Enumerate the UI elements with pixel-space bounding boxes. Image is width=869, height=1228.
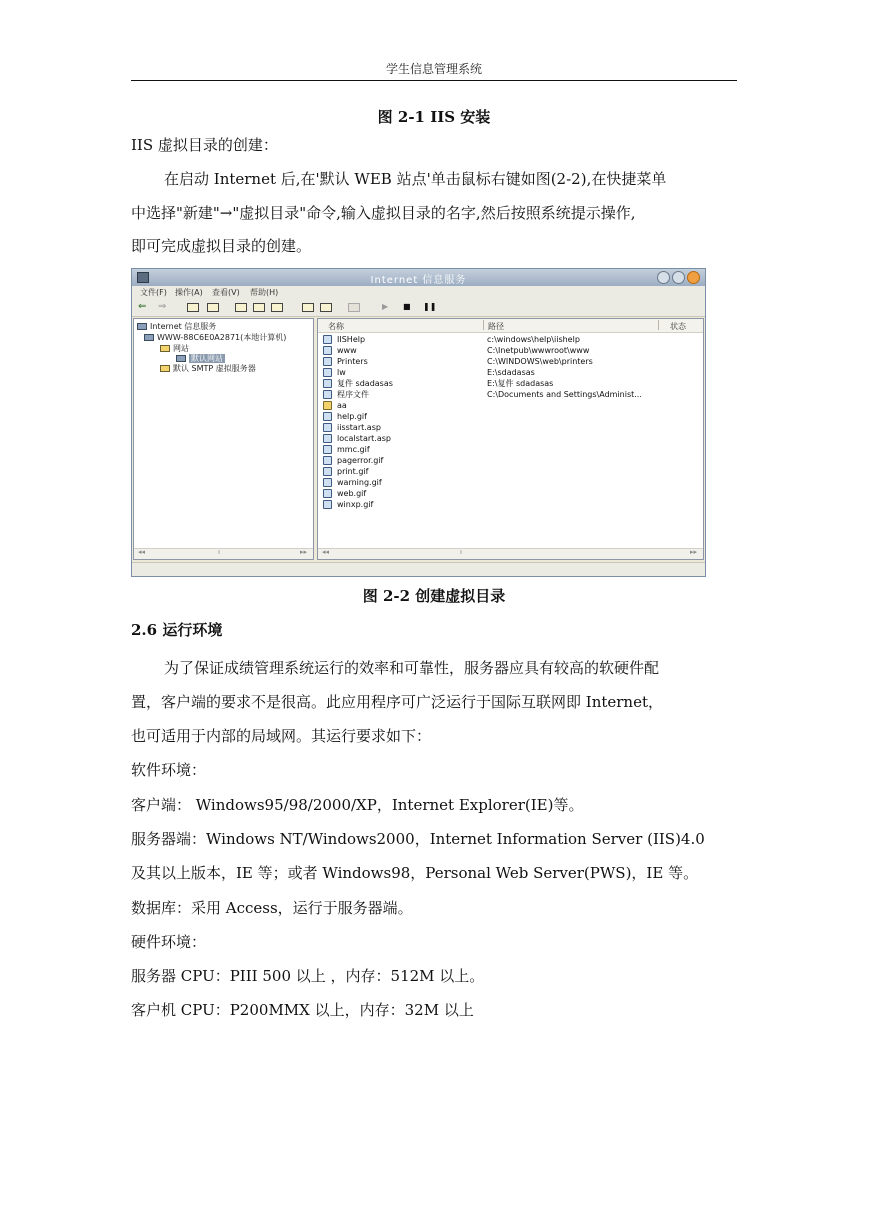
item-path: c:\windows\help\iishelp: [487, 335, 580, 344]
item-name: localstart.asp: [337, 434, 391, 443]
list-item[interactable]: [318, 422, 703, 433]
item-path: C:\WINDOWS\web\printers: [487, 357, 593, 366]
column-separator: [658, 320, 659, 330]
section-2-6-heading: 2.6 运行环境: [131, 621, 223, 639]
tree-root: Internet 信息服务: [137, 321, 216, 332]
running-header: 学生信息管理系统: [385, 62, 482, 76]
folder-icon: [323, 401, 332, 410]
smtp-icon: [160, 365, 170, 372]
back-arrow-icon: ⇐: [138, 301, 147, 312]
column-path: 路径: [488, 322, 504, 331]
figure-2-2-caption: 图 2-2 创建虚拟目录: [362, 587, 506, 605]
menu-action: 操作(A): [175, 288, 203, 297]
list-item[interactable]: [318, 378, 703, 389]
minimize-icon: [657, 271, 670, 284]
globe-folder-icon: [323, 346, 332, 355]
list-item[interactable]: [318, 356, 703, 367]
item-path: E:\sdadasas: [487, 368, 535, 377]
properties-icon: [235, 303, 247, 312]
list-item[interactable]: [318, 444, 703, 455]
tree-websites: 网站: [160, 343, 189, 354]
vdir-heading: IIS 虚拟目录的创建：: [131, 136, 278, 154]
maximize-icon: [672, 271, 685, 284]
item-name: Printers: [337, 357, 368, 366]
menu-help: 帮助(H): [250, 288, 279, 297]
disabled-icon: [348, 303, 360, 312]
menu-file: 文件(F): [140, 288, 167, 297]
server-software-line-1: 服务器端：Windows NT/Windows2000，Internet Information Server (IIS)4.0: [131, 830, 705, 848]
pause-icon: ❚❚: [423, 302, 437, 311]
refresh-icon: [253, 303, 265, 312]
list-item[interactable]: [318, 334, 703, 345]
website-icon: [176, 355, 186, 362]
env-para-line-3: 也可适用于内部的局域网。其运行要求如下：: [131, 727, 432, 745]
help-icon: [302, 303, 314, 312]
tree-scrollbar: ◂◂ ı ▸▸: [134, 548, 313, 559]
hardware-label: 硬件环境：: [131, 933, 207, 951]
item-name: help.gif: [337, 412, 367, 421]
forward-arrow-icon: ⇒: [158, 301, 167, 312]
computer-icon: [144, 334, 154, 341]
file-icon: [323, 412, 332, 421]
play-icon: ▶: [382, 302, 389, 311]
list-item[interactable]: [318, 345, 703, 356]
file-icon: [323, 456, 332, 465]
list-item[interactable]: [318, 499, 703, 510]
stop-icon: ■: [403, 302, 411, 311]
vdir-para-line-1: 在启动 Internet 后,在'默认 WEB 站点'单击鼠标右键如图(2-2),在快捷菜单: [164, 170, 667, 188]
iis-icon: [137, 323, 147, 330]
vdir-para-line-3: 即可完成虚拟目录的创建。: [131, 237, 312, 255]
client-software: 客户端： Windows95/98/2000/XP，Internet Explorer(IE)等。: [131, 796, 584, 814]
close-icon: [687, 271, 700, 284]
list-item[interactable]: [318, 411, 703, 422]
tree-smtp: 默认 SMTP 虚拟服务器: [160, 363, 256, 374]
client-hardware: 客户机 CPU：P200MMX 以上，内存：32M 以上: [131, 1001, 474, 1019]
up-folder-icon: [187, 303, 199, 312]
item-name: warning.gif: [337, 478, 382, 487]
vdir-para-line-2: 中选择"新建"→"虚拟目录"命令,输入虚拟目录的名字,然后按照系统提示操作,: [131, 204, 636, 222]
file-icon: [323, 500, 332, 509]
column-status: 状态: [670, 322, 686, 331]
menu-view: 查看(V): [212, 288, 240, 297]
window-title: Internet 信息服务: [370, 275, 467, 286]
file-icon: [323, 434, 332, 443]
list-header: [318, 319, 703, 333]
file-icon: [323, 478, 332, 487]
globe-folder-icon: [323, 357, 332, 366]
env-para-line-1: 为了保证成绩管理系统运行的效率和可靠性，服务器应具有较高的软硬件配: [164, 659, 660, 677]
globe-folder-icon: [323, 379, 332, 388]
file-icon: [323, 445, 332, 454]
figure-2-1-caption: 图 2-1 IIS 安装: [377, 108, 491, 126]
item-name: winxp.gif: [337, 500, 374, 509]
item-name: 复件 sdadasas: [337, 379, 393, 388]
globe-folder-icon: [323, 368, 332, 377]
status-bar: [132, 562, 705, 577]
server-software-line-2: 及其以上版本，IE 等；或者 Windows98，Personal Web Server(PWS)，IE 等。: [131, 864, 699, 882]
list-scrollbar: ◂◂ ı ▸▸: [318, 548, 703, 559]
file-icon: [323, 467, 332, 476]
item-name: lw: [337, 368, 346, 377]
toolbar: [132, 299, 705, 317]
item-path: C:\Inetpub\wwwroot\www: [487, 346, 590, 355]
column-separator: [483, 320, 484, 330]
item-name: print.gif: [337, 467, 369, 476]
globe-folder-icon: [323, 335, 332, 344]
item-name: aa: [337, 401, 347, 410]
export-icon: [271, 303, 283, 312]
item-name: pagerror.gif: [337, 456, 384, 465]
tree-pane: [133, 318, 314, 560]
list-item[interactable]: [318, 488, 703, 499]
item-name: IISHelp: [337, 335, 366, 344]
globe-folder-icon: [323, 390, 332, 399]
tree-default-site: 默认网站: [176, 353, 225, 364]
server-hardware: 服务器 CPU：PIII 500 以上 ，内存：512M 以上。: [131, 967, 485, 985]
window-titlebar: [132, 269, 705, 286]
show-tree-icon: [207, 303, 219, 312]
database-line: 数据库：采用 Access，运行于服务器端。: [131, 899, 413, 917]
list-item[interactable]: [318, 466, 703, 477]
item-path: C:\Documents and Settings\Administ...: [487, 390, 642, 399]
list-item[interactable]: [318, 389, 703, 400]
list-item[interactable]: [318, 367, 703, 378]
computer-icon: [320, 303, 332, 312]
list-item[interactable]: [318, 433, 703, 444]
folder-icon: [160, 345, 170, 352]
column-name: 名称: [328, 322, 344, 331]
software-label: 软件环境：: [131, 761, 207, 779]
env-para-line-2: 置，客户端的要求不是很高。此应用程序可广泛运行于国际互联网即 Internet，: [131, 693, 663, 711]
list-item[interactable]: [318, 455, 703, 466]
file-icon: [323, 423, 332, 432]
item-name: web.gif: [337, 489, 367, 498]
tree-computer: WWW-88C6E0A2871(本地计算机): [144, 332, 286, 343]
list-item[interactable]: [318, 477, 703, 488]
item-path: E:\复件 sdadasas: [487, 379, 554, 388]
item-name: mmc.gif: [337, 445, 370, 454]
item-name: iisstart.asp: [337, 423, 381, 432]
iis-manager-window: [131, 268, 706, 577]
content-list-pane: [317, 318, 704, 560]
file-icon: [323, 489, 332, 498]
menu-bar: [132, 286, 705, 299]
list-item[interactable]: [318, 400, 703, 411]
item-name: www: [337, 346, 357, 355]
item-name: 程序文件: [337, 390, 369, 399]
header-rule: [131, 80, 737, 81]
